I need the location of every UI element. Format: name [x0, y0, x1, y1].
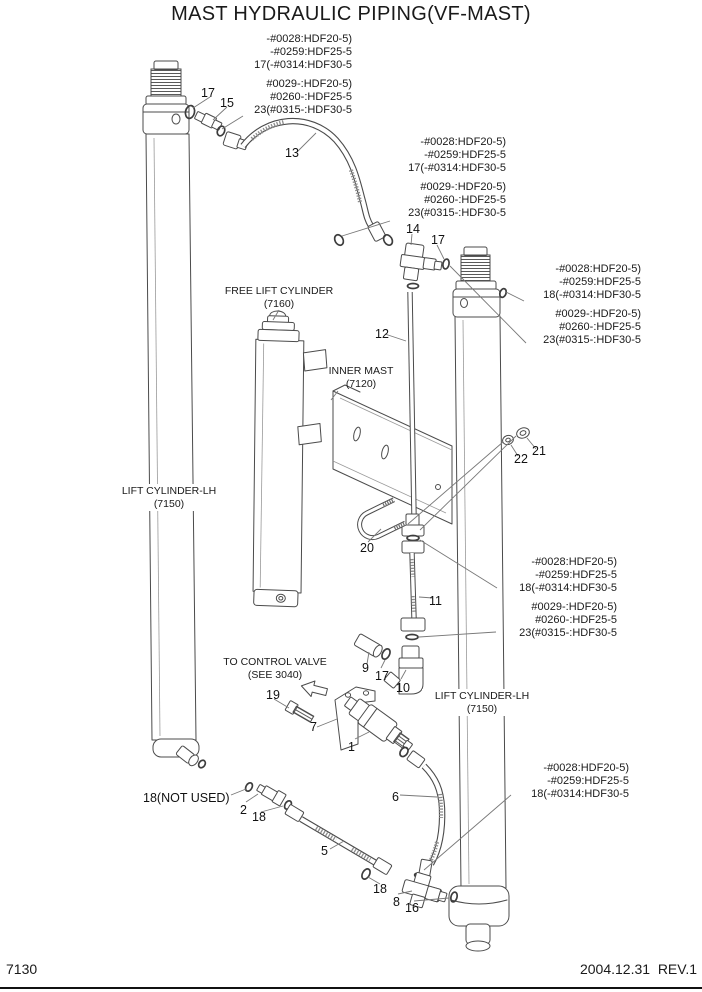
part-ref-line: #0260-:HDF25-5	[270, 90, 352, 103]
callout-10: 10	[396, 681, 410, 695]
part-ref-line: -#0259:HDF25-5	[424, 149, 506, 162]
part-ref-line: 23(#0315-:HDF30-5	[519, 627, 617, 640]
part-ref-line: -#0028:HDF20-5)	[531, 556, 617, 568]
part-ref-line: 23(#0315-:HDF30-5	[408, 207, 506, 220]
part-ref-line: 18(-#0314:HDF30-5	[519, 582, 617, 595]
part-ref-line: #0029-:HDF20-5)	[420, 180, 506, 193]
part-ref-line: -#0259:HDF25-5	[270, 46, 352, 59]
part-ref-line: -#0028:HDF20-5)	[266, 33, 352, 45]
o-ring-under-tee-art	[408, 284, 419, 289]
left-lift-cylinder-art	[143, 61, 207, 769]
part-ref-line: 17(-#0314:HDF30-5	[254, 59, 352, 72]
callout-11: 11	[429, 594, 442, 608]
part-ref-line: -#0028:HDF20-5)	[420, 136, 506, 148]
part-ref-line: -#0259:HDF25-5	[535, 569, 617, 582]
label-lift-cylinder-lh-right: LIFT CYLINDER-LH (7150)	[422, 689, 542, 716]
label-free-lift-cylinder: FREE LIFT CYLINDER (7160)	[224, 285, 334, 310]
footer-revision: 2004.12.31 REV.1	[579, 961, 697, 977]
part-ref-line: -#0259:HDF25-5	[547, 775, 629, 788]
callout-5: 5	[321, 844, 328, 858]
footer-rule	[0, 987, 702, 989]
fitting-2-art	[256, 781, 287, 806]
hose-5-art	[285, 804, 392, 875]
part-ref-line: #0260-:HDF25-5	[424, 193, 506, 206]
u-bolt-20-art	[355, 500, 405, 542]
part-ref-line: #0029-:HDF20-5)	[531, 600, 617, 613]
callout-18-upper: 18	[252, 810, 266, 824]
callout-13: 13	[285, 146, 299, 160]
label-to-control-valve: TO CONTROL VALVE (SEE 3040)	[223, 656, 327, 681]
callout-20: 20	[360, 541, 374, 555]
callout-17-tee: 17	[431, 233, 445, 247]
callout-16: 16	[405, 901, 419, 915]
callout-18-not-used: 18(NOT USED)	[143, 791, 230, 805]
callout-22: 22	[514, 452, 528, 466]
callout-19: 19	[266, 688, 280, 702]
hose-11-art	[401, 536, 425, 640]
callout-7: 7	[310, 720, 317, 734]
footer-page-number: 7130	[6, 961, 38, 977]
direction-arrow	[299, 678, 328, 700]
part-ref-block-upper-mid	[316, 136, 506, 220]
free-lift-cylinder-art	[247, 310, 329, 607]
label-lift-cylinder-lh-left: LIFT CYLINDER-LH (7150)	[109, 484, 229, 511]
part-ref-line: 23(#0315-:HDF30-5	[254, 104, 352, 117]
callout-12: 12	[375, 327, 389, 341]
callout-21: 21	[532, 444, 546, 458]
callout-2: 2	[240, 803, 247, 817]
part-ref-block-lower-right	[439, 762, 629, 802]
page-title: MAST HYDRAULIC PIPING(VF-MAST)	[171, 3, 531, 25]
callout-6: 6	[392, 790, 399, 804]
o-ring-17-tee-art	[442, 258, 450, 269]
callout-15: 15	[220, 96, 234, 110]
part-ref-line: #0260-:HDF25-5	[559, 320, 641, 333]
callout-9: 9	[362, 661, 369, 675]
callout-14: 14	[406, 222, 420, 236]
callout-18-lower: 18	[373, 882, 387, 896]
tee-fitting-14-art	[398, 242, 444, 283]
part-ref-line: 23(#0315-:HDF30-5	[543, 334, 641, 347]
label-inner-mast: INNER MAST (7120)	[328, 365, 394, 390]
part-ref-line: -#0259:HDF25-5	[559, 276, 641, 289]
part-ref-line: 18(-#0314:HDF30-5	[531, 788, 629, 801]
part-ref-line: #0029-:HDF20-5)	[266, 77, 352, 90]
part-ref-line: 18(-#0314:HDF30-5	[543, 289, 641, 302]
part-ref-line: -#0028:HDF20-5)	[543, 762, 629, 774]
part-ref-block-upper-right	[451, 263, 641, 347]
callout-1: 1	[348, 740, 355, 754]
part-ref-line: #0260-:HDF25-5	[535, 613, 617, 626]
callout-17-top: 17	[201, 86, 215, 100]
part-ref-line: 17(-#0314:HDF30-5	[408, 162, 506, 175]
part-ref-line: -#0028:HDF20-5)	[555, 263, 641, 275]
part-ref-block-mid-right	[427, 556, 617, 640]
part-ref-line: #0029-:HDF20-5)	[555, 307, 641, 320]
callout-17-mid: 17	[375, 669, 389, 683]
callout-8: 8	[393, 895, 400, 909]
o-ring-18-not-used-art	[244, 782, 254, 793]
part-ref-block-top-left	[162, 33, 352, 117]
hose-6-art	[407, 750, 443, 879]
